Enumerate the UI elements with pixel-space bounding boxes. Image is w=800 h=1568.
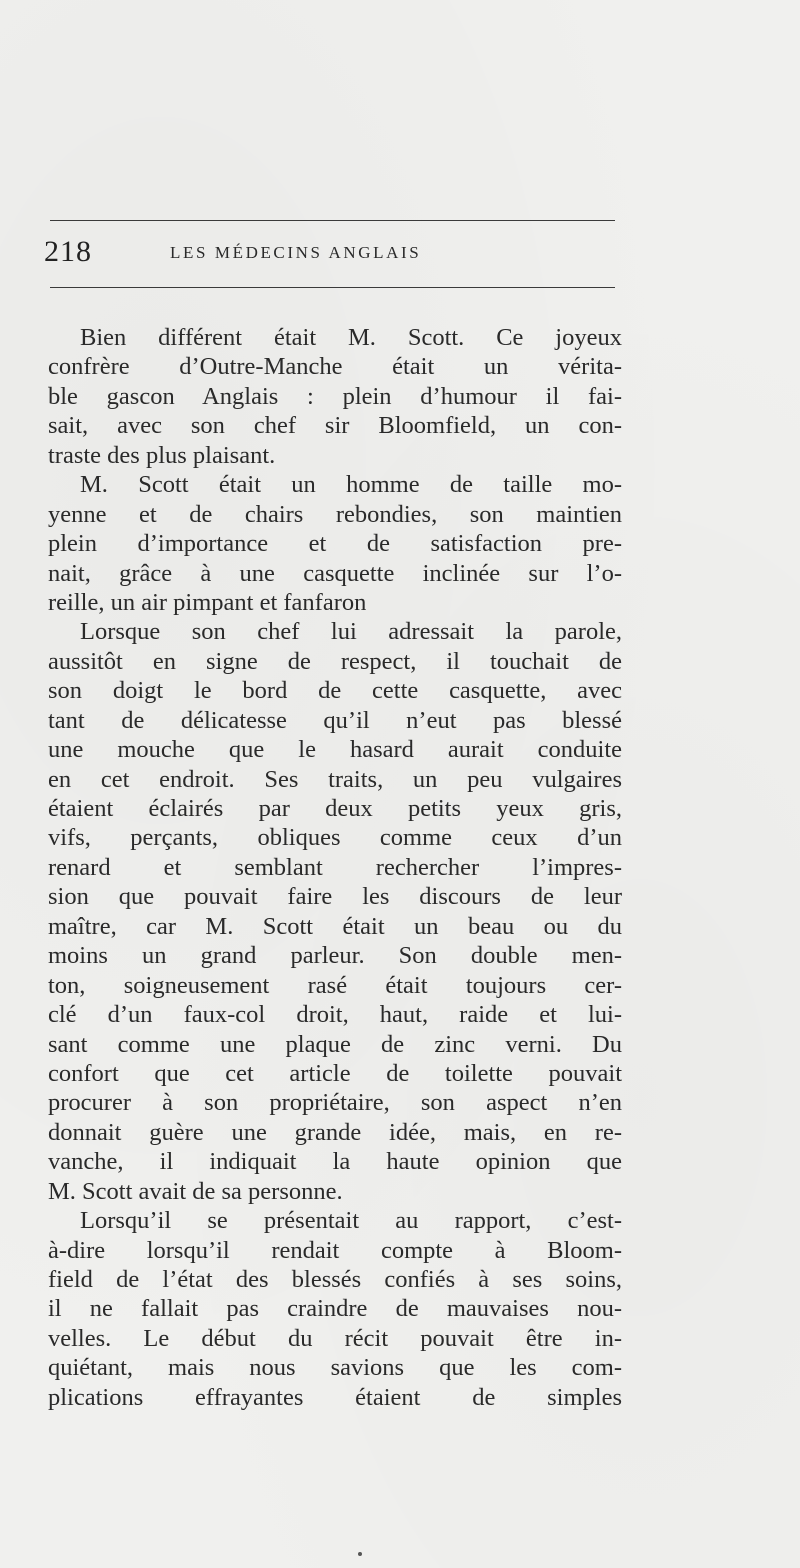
text-line: son doigt le bord de cette casquette, avec xyxy=(48,677,622,705)
text-line: quiétant, mais nous savions que les com- xyxy=(48,1354,622,1382)
text-line: ton, soigneusement rasé était toujours cer- xyxy=(48,971,622,999)
text-line: yenne et de chairs rebondies, son maintien xyxy=(48,500,622,528)
text-line: confrère d’Outre-Manche était un vérita- xyxy=(48,353,622,381)
text-line: moins un grand parleur. Son double men- xyxy=(48,942,622,970)
text-line: il ne fallait pas craindre de mauvaises nou- xyxy=(48,1295,622,1323)
text-line: sait, avec son chef sir Bloomfield, un con- xyxy=(48,412,622,440)
text-line: renard et semblant rechercher l’impres- xyxy=(48,853,622,881)
text-line: reille, un air pimpant et fanfaron xyxy=(48,588,367,616)
page-number: 218 xyxy=(44,235,92,268)
text-line: M. Scott était un homme de taille mo- xyxy=(80,471,622,499)
text-line: vanche, il indiquait la haute opinion que xyxy=(48,1148,622,1176)
text-line: velles. Le début du récit pouvait être in- xyxy=(48,1324,622,1352)
text-line: confort que cet article de toilette pouvait xyxy=(48,1059,622,1087)
text-line: une mouche que le hasard aurait conduite xyxy=(48,736,622,764)
text-line: en cet endroit. Ses traits, un peu vulgaires xyxy=(48,765,622,793)
text-line: sion que pouvait faire les discours de leur xyxy=(48,883,622,911)
text-line: Lorsque son chef lui adressait la parole, xyxy=(80,618,622,646)
text-line: M. Scott avait de sa personne. xyxy=(48,1177,343,1205)
text-line: Bien différent était M. Scott. Ce joyeux xyxy=(80,324,622,351)
text-line: procurer à son propriétaire, son aspect n’en xyxy=(48,1089,622,1117)
text-line: donnait guère une grande idée, mais, en re- xyxy=(48,1118,622,1146)
running-title: LES MÉDECINS ANGLAIS xyxy=(170,243,422,262)
text-line: traste des plus plaisant. xyxy=(48,441,276,469)
text-line: sant comme une plaque de zinc verni. Du xyxy=(48,1030,622,1058)
text-line: tant de délicatesse qu’il n’eut pas blessé xyxy=(48,706,622,734)
text-line: plications effrayantes étaient de simples xyxy=(48,1383,622,1411)
running-header xyxy=(44,232,634,276)
text-line: à-dire lorsqu’il rendait compte à Bloom- xyxy=(48,1236,622,1264)
text-line: Lorsqu’il se présentait au rapport, c’est- xyxy=(80,1207,622,1235)
text-line: étaient éclairés par deux petits yeux gris, xyxy=(48,795,622,822)
text-line: nait, grâce à une casquette inclinée sur l’o- xyxy=(48,559,622,587)
header-bottom-rule xyxy=(50,287,615,288)
text-line: field de l’état des blessés confiés à ses soins, xyxy=(48,1266,622,1293)
text-line: plein d’importance et de satisfaction pre- xyxy=(48,530,622,558)
body-text xyxy=(48,323,622,1412)
text-line: ble gascon Anglais : plein d’humour il fai- xyxy=(48,382,622,410)
header-top-rule xyxy=(50,220,615,221)
text-line: maître, car M. Scott était un beau ou du xyxy=(48,912,622,940)
text-line: vifs, perçants, obliques comme ceux d’un xyxy=(48,824,622,852)
text-line: aussitôt en signe de respect, il touchait de xyxy=(48,647,622,675)
printer-speck xyxy=(358,1552,362,1556)
text-line: clé d’un faux-col droit, haut, raide et lui- xyxy=(48,1001,622,1029)
